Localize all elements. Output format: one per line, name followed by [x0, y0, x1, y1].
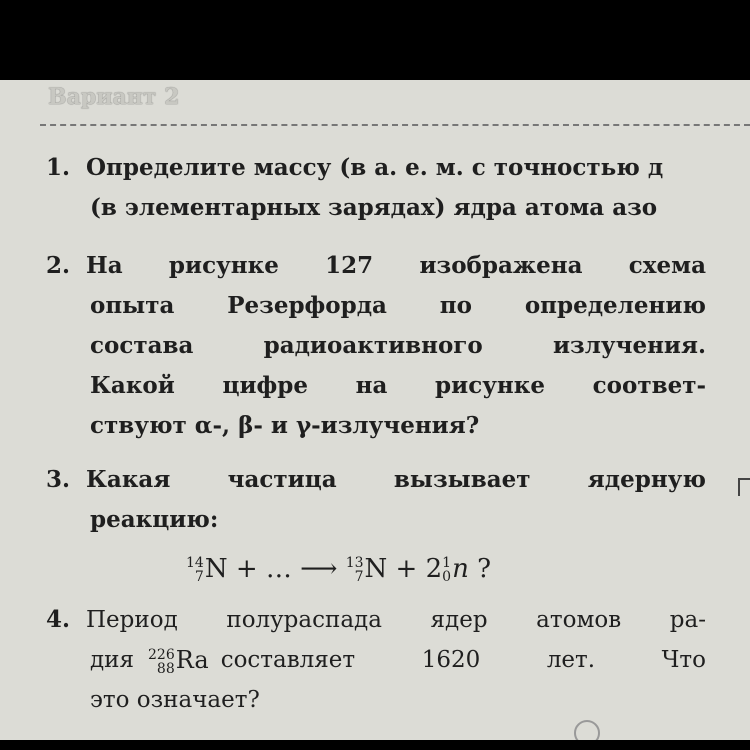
question-number: 3. [46, 466, 71, 493]
question-number: 4. [46, 606, 71, 633]
question-mark: ? [477, 554, 492, 584]
equation-operator: + 2 [395, 554, 443, 584]
question-number: 2. [46, 252, 71, 279]
question-number: 1. [46, 154, 71, 181]
isotope-index: 13 7 [345, 555, 364, 585]
page-decoration [574, 720, 600, 740]
question-4 [46, 600, 706, 720]
question-line: ствуют α-, β- и γ-излучения? [90, 412, 480, 439]
question-line: состава радиоактивного излучения. [90, 332, 706, 359]
question-line: дия [90, 647, 135, 673]
variant-heading: Вариант 2 [48, 84, 180, 110]
question-line: это означает? [90, 687, 260, 713]
equation-operator: + … ⟶ [235, 554, 338, 584]
question-line: опыта Резерфорда по определению [90, 292, 706, 319]
radium-isotope: 226 88 Ra [148, 646, 209, 677]
question-line: На рисунке 127 изображена схема [86, 252, 706, 279]
nuclear-reaction-equation [186, 554, 491, 584]
question-1 [46, 148, 706, 228]
isotope-index: 14 7 [186, 555, 204, 585]
question-line: составляет 1620 лет. Что [220, 647, 706, 673]
neutron-symbol: n [452, 554, 469, 584]
element-symbol: N [204, 554, 228, 584]
question-2 [46, 246, 706, 446]
question-line: Период полураспада ядер атомов ра- [86, 607, 706, 633]
isotope-index: 1 0 [442, 555, 452, 585]
textbook-page [0, 80, 750, 740]
question-line: Какая частица вызывает ядерную [86, 466, 706, 493]
question-line: реакцию: [90, 506, 219, 533]
question-line: (в элементарных зарядах) ядра атома азо [90, 194, 658, 221]
question-line: Определите массу (в а. е. м. с точностью д [86, 154, 664, 181]
element-symbol: N [364, 554, 388, 584]
margin-mark [738, 478, 750, 496]
question-3 [46, 460, 706, 540]
question-line: Какой цифре на рисунке соответ- [90, 372, 706, 399]
divider [40, 124, 750, 126]
